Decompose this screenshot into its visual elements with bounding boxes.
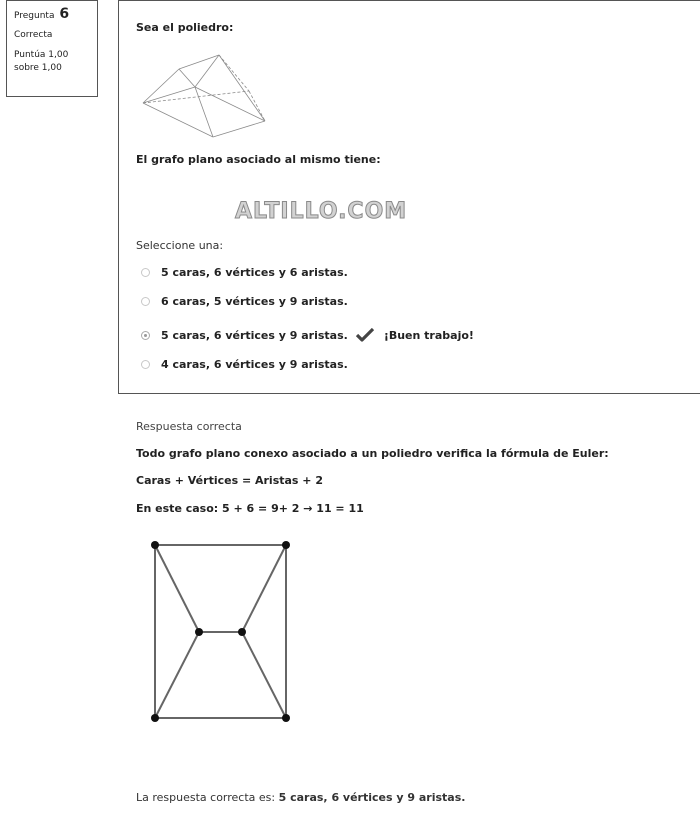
euler-calculation: En este caso: 5 + 6 = 9+ 2 → 11 = 11 — [136, 502, 364, 515]
question-grade — [14, 49, 97, 75]
radio-button[interactable] — [141, 360, 150, 369]
graph-vertex — [282, 714, 290, 722]
option-label: 4 caras, 6 vértices y 9 aristas. — [161, 357, 348, 371]
answer-option-2[interactable] — [141, 292, 348, 310]
graph-vertex — [151, 541, 159, 549]
feedback-text: ¡Buen trabajo! — [383, 328, 474, 342]
radio-button-selected[interactable] — [141, 331, 150, 340]
question-state: Correcta — [14, 30, 53, 40]
graph-vertex — [151, 714, 159, 722]
question-number-row — [14, 7, 97, 24]
option-label: 6 caras, 5 vértices y 9 aristas. — [161, 294, 348, 308]
graph-vertex — [195, 628, 203, 636]
planar-graph — [140, 533, 300, 728]
right-answer-heading: Respuesta correcta — [136, 420, 242, 433]
graph-vertex — [282, 541, 290, 549]
polyhedron-image — [139, 49, 269, 144]
answer-option-3[interactable] — [141, 326, 474, 344]
final-answer-prefix: La respuesta correcta es: — [136, 791, 279, 804]
grade-line-1: Puntúa 1,00 — [14, 50, 69, 60]
question-number: 6 — [59, 6, 70, 22]
select-prompt: Seleccione una: — [136, 239, 224, 252]
radio-button[interactable] — [141, 297, 150, 306]
radio-button[interactable] — [141, 268, 150, 277]
graph-question: El grafo plano asociado al mismo tiene: — [136, 153, 381, 166]
option-label: 5 caras, 6 vértices y 6 aristas. — [161, 265, 348, 279]
answer-option-4[interactable] — [141, 355, 348, 373]
check-icon — [356, 328, 374, 342]
euler-explanation: Todo grafo plano conexo asociado a un poliedro verifica la fórmula de Euler: — [136, 447, 609, 460]
question-label: Pregunta — [14, 11, 55, 21]
graph-vertex — [238, 628, 246, 636]
question-intro: Sea el poliedro: — [136, 21, 234, 34]
option-label: 5 caras, 6 vértices y 9 aristas. — [161, 328, 348, 342]
euler-formula: Caras + Vértices = Aristas + 2 — [136, 474, 324, 487]
final-answer — [136, 791, 465, 804]
final-answer-value: 5 caras, 6 vértices y 9 aristas. — [278, 791, 466, 804]
grade-line-2: sobre 1,00 — [14, 63, 62, 73]
watermark: ALTILLO.COM — [235, 199, 408, 224]
answer-option-1[interactable] — [141, 263, 348, 281]
question-content — [118, 0, 700, 394]
question-info-panel — [6, 0, 98, 97]
